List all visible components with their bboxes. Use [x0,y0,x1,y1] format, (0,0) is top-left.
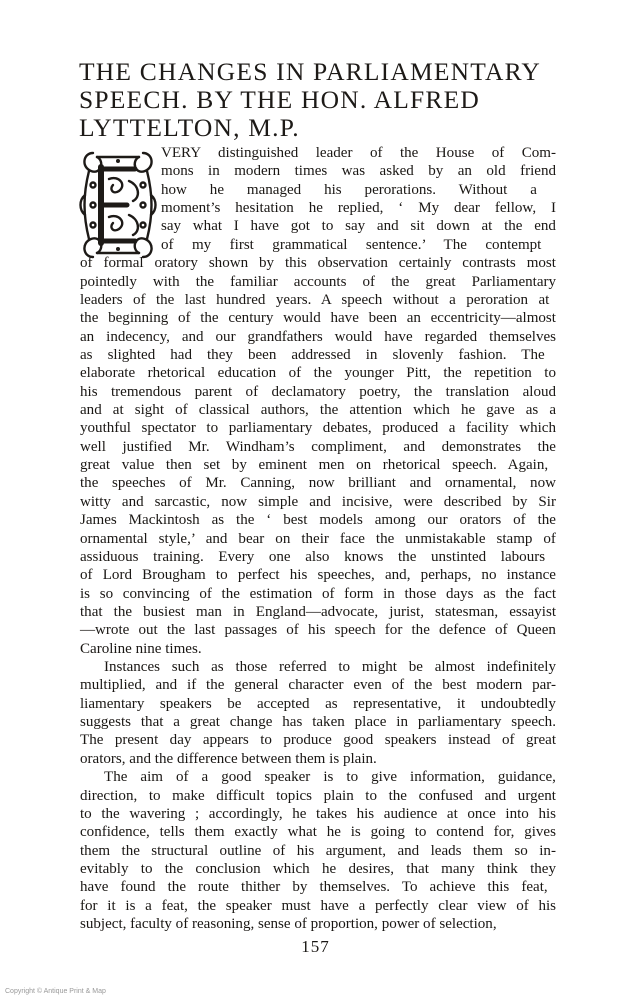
body-line: them the structural outline of his argument, and leads them so in- [80,843,556,859]
body-line: as slighted had they been addressed in slovenly fashion. The [80,347,545,363]
body-line: of formal oratory shown by this observation certainly contrasts most [80,255,556,271]
body-line: evitably to the conclusion which he desires, that many think they [80,861,557,877]
body-line: that the busiest man in England—advocate, jurist, statesman, essayist [80,604,557,620]
body-line: an indecency, and our grandfathers would have regarded themselves [80,329,556,345]
body-line: Instances such as those referred to might be almost indefinitely [104,659,557,675]
body-line: direction, to make difficult topics plain to the confused and urgent [80,788,556,804]
body-line: The present day appears to produce good speakers instead of great [80,732,557,748]
body-line: VERY distinguished leader of the House of Com- [161,145,556,161]
body-line: suggests that a great change has taken place in parliamentary speech. [80,714,556,730]
body-line: Caroline nine times. [80,641,202,657]
body-line: multiplied, and if the general character even of the best modern par- [80,677,557,693]
body-line: moment’s hesitation he replied, ‘ My dear fellow, I [161,200,557,216]
body-line: mons in modern times was asked by an old friend [161,163,557,179]
body-line: of my first grammatical sentence.’ The contempt [161,237,542,253]
body-line: to the wavering ; accordingly, he takes his audience at once into his [80,806,557,822]
body-line: witty and sarcastic, now simple and incisive, were described by Sir [80,494,556,510]
title-line: SPEECH. BY THE HON. ALFRED [79,85,480,114]
body-line: say what I have got to say and sit down at the end [161,218,556,234]
body-line: confidence, tells them exactly what he is going to contend for, gives [80,824,556,840]
body-line: and at sight of classical authors, the attention which he gave as a [80,402,557,418]
page-number: 157 [301,937,330,956]
body-line: The aim of a good speaker is to give information, guidance, [104,769,556,785]
body-line: leaders of the last hundred years. A speech without a peroration at [80,292,550,308]
body-line: —wrote out the last passages of his speech for the defence of Queen [80,622,556,638]
body-line: liamentary speakers be accepted as representative, it undoubtedly [80,696,556,712]
body-line: his tremendous parent of declamatory poetry, the translation aloud [80,384,557,400]
body-line: subject, faculty of reasoning, sense of proportion, power of selection, [80,916,497,932]
body-line: how he managed his perorations. Without a [161,182,537,198]
ornamental-dropcap-e [79,145,157,265]
copyright-watermark: Copyright © Antique Print & Map [5,988,106,995]
body-line: the beginning of the century would have been an eccentricity—almost [80,310,556,326]
body-line: is so convincing of the estimation of form in those days as the fact [80,586,557,602]
body-line: assiduous training. Every one also knows the unstinted labours [80,549,546,565]
body-line: well justified Mr. Windham’s compliment, and demonstrates the [80,439,556,455]
body-line: elaborate rhetorical education of the younger Pitt, the repetition to [80,365,556,381]
body-line: for it is a feat, the speaker must have a perfectly clear view of his [80,898,557,914]
body-line: James Mackintosh as the ‘ best models among our orators of the [80,512,556,528]
body-line: orators, and the difference between them is plain. [80,751,377,767]
body-line: pointedly with the familiar accounts of the great Parliamentary [80,274,557,290]
body-line: have found the route thither by themselves. To achieve this feat, [80,879,548,895]
title-line: LYTTELTON, M.P. [79,113,300,142]
body-line: great value then set by eminent men on rhetorical speech. Again, [80,457,549,473]
title-line: THE CHANGES IN PARLIAMENTARY [79,57,542,86]
body-line: the speeches of Mr. Canning, now brilliant and ornamental, now [80,475,556,491]
body-line: youthful spectator to parliamentary debates, produced a facility which [80,420,556,436]
article-title [79,58,579,142]
body-line: ornamental style,’ and bear on their face the unmistakable stamp of [80,531,556,547]
body-line: of Lord Brougham to perfect his speeches, and, perhaps, no instance [80,567,556,583]
